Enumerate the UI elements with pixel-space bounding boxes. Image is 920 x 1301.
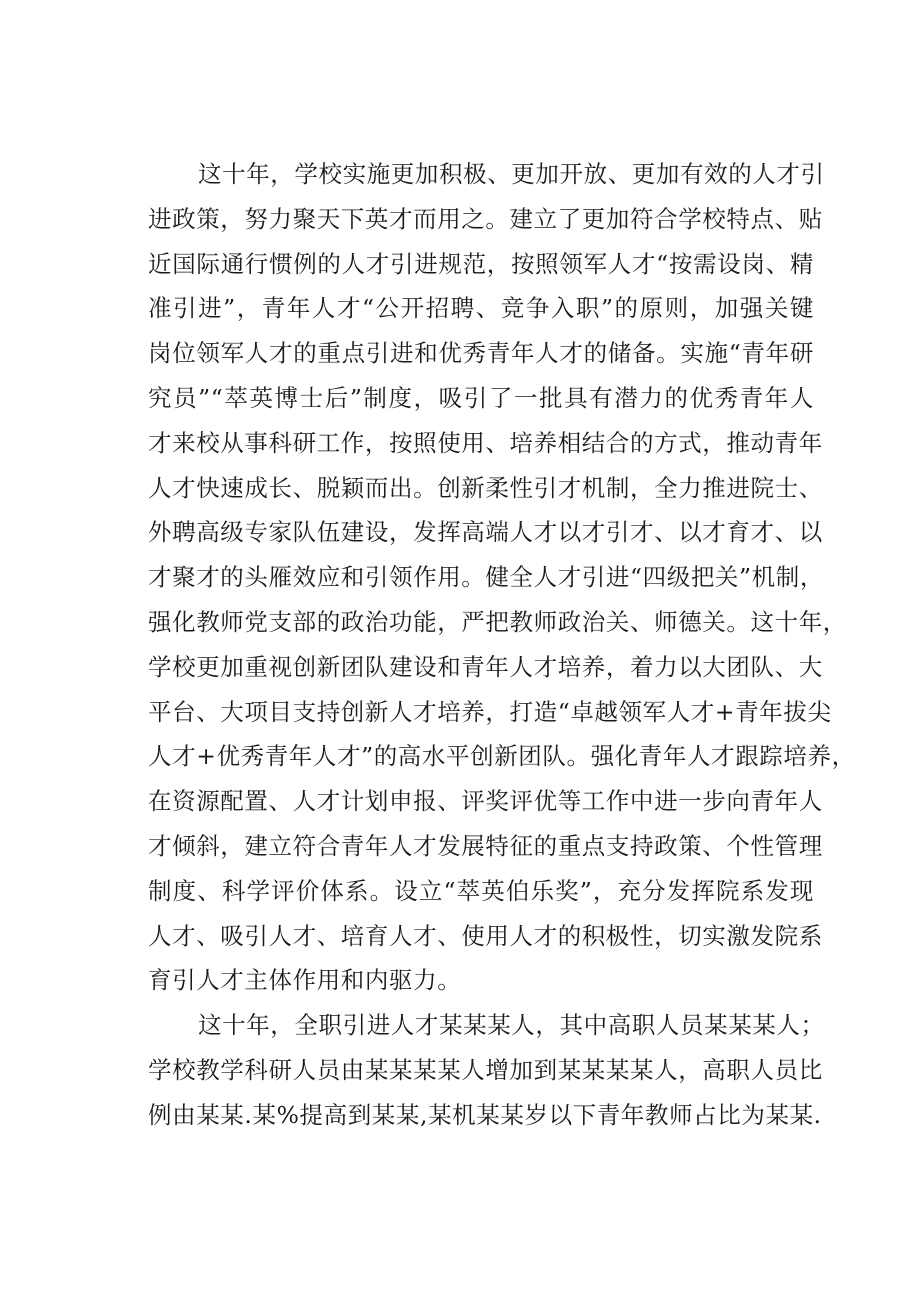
paragraph-1-line-6: 究员”“萃英博士后”制度，吸引了一批具有潜力的优秀青年人 (148, 383, 814, 412)
paragraph-1-line-19: 育引人才主体作用和内驱力。 (148, 966, 462, 995)
paragraph-1-line-4: 准引进”，青年人才“公开招聘、竞争入职”的原则，加强关键 (148, 294, 814, 323)
paragraph-1-line-17: 制度、科学评价体系。设立“萃英伯乐奖”，充分发挥院系发现 (148, 876, 814, 905)
paragraph-1-line-10: 才聚才的头雁效应和引领作用。健全人才引进“四级把关”机制， (148, 563, 824, 592)
paragraph-1-line-9: 外聘高级专家队伍建设，发挥高端人才以才引才、以才育才、以 (148, 518, 823, 547)
paragraph-1-line-12: 学校更加重视创新团队建设和青年人才培养，着力以大团队、大 (148, 652, 823, 681)
document-body (148, 152, 856, 1138)
paragraph-1-line-1: 这十年，学校实施更加积极、更加开放、更加有效的人才引 (198, 160, 825, 188)
paragraph-1-line-18: 人才、吸引人才、培育人才、使用人才的积极性，切实激发院系 (148, 921, 823, 950)
paragraph-1-line-8: 人才快速成长、脱颖而出。创新柔性引才机制，全力推进院士、 (148, 473, 823, 502)
paragraph-1-line-16: 才倾斜，建立符合青年人才发展特征的重点支持政策、个性管理 (148, 831, 823, 860)
paragraph-1-line-15: 在资源配置、人才计划申报、评奖评优等工作中进一步向青年人 (148, 787, 823, 816)
paragraph-1-line-7: 才来校从事科研工作，按照使用、培养相结合的方式，推动青年 (148, 428, 823, 457)
paragraph-1-line-11: 强化教师党支部的政治功能，严把教师政治关、师德关。这十年， (148, 607, 847, 636)
paragraph-1-line-2: 进政策，努力聚天下英才而用之。建立了更加符合学校特点、贴 (148, 204, 823, 233)
paragraph-2-line-1: 这十年，全职引进人才某某某人，其中高职人员某某某人； (198, 1011, 825, 1040)
paragraph-1-line-3: 近国际通行惯例的人才引进规范，按照领军人才“按需设岗、精 (148, 249, 814, 278)
paragraph-2-line-2: 学校教学科研人员由某某某某人增加到某某某某人，高职人员比 (148, 1055, 823, 1084)
paragraph-1-line-13: 平台、大项目支持创新人才培养，打造“卓越领军人才+青年拔尖 (148, 697, 832, 726)
paragraph-1-line-5: 岗位领军人才的重点引进和优秀青年人才的储备。实施“青年研 (148, 339, 814, 368)
paragraph-2-line-3: 例由某某.某%提高到某某,某机某某岁以下青年教师占比为某某. (148, 1100, 822, 1129)
paragraph-1-line-14: 人才+优秀青年人才”的高水平创新团队。强化青年人才跟踪培养， (148, 742, 856, 771)
